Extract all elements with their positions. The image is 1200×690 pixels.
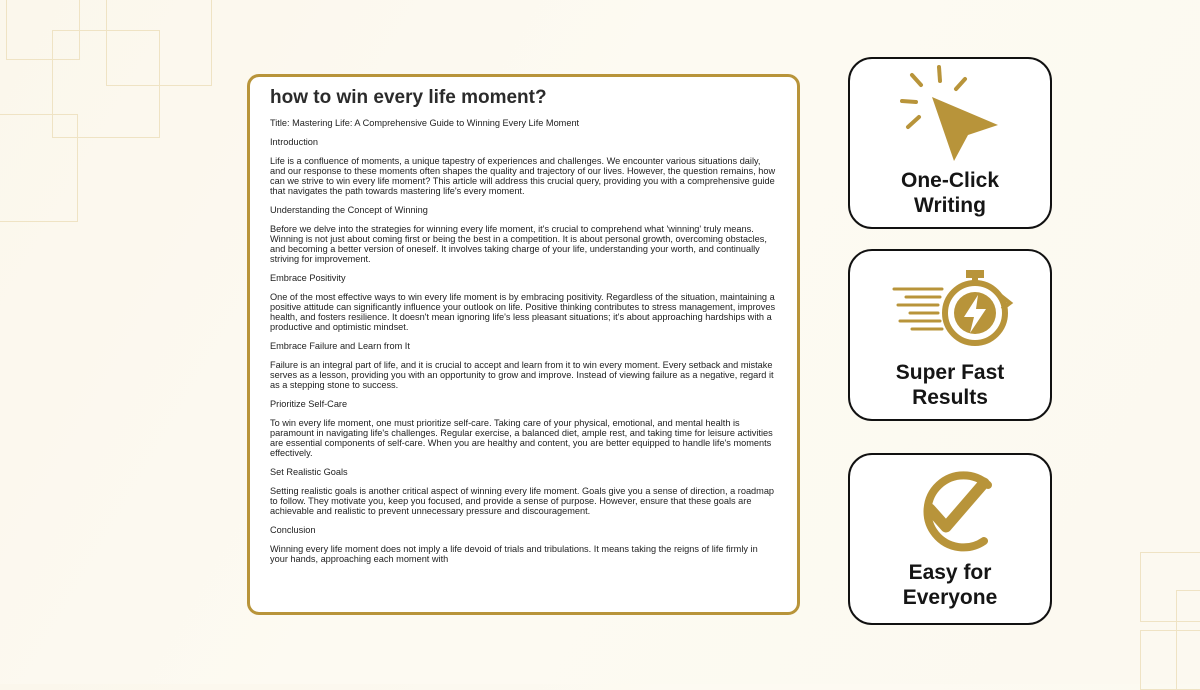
section-heading: Prioritize Self-Care [270, 399, 348, 409]
section-heading: Set Realistic Goals [270, 467, 348, 477]
paragraph: Setting realistic goals is another critical aspect of winning every life moment. Goals give you a sense of direction, a roadmap to follow. They motivate you, keep you focused, and provide a sense of purpose. However, ensure that these goals are achievable and realistic to prevent unnecessary pressure and discouragement. [270, 486, 775, 516]
feature-label: Easy for Everyone [902, 561, 998, 609]
article-body [250, 77, 797, 564]
checkmark-circle-icon [850, 455, 1054, 565]
feature-card-super-fast-results [848, 249, 1052, 421]
cursor-click-icon [850, 59, 1054, 179]
stopwatch-lightning-icon [850, 251, 1054, 361]
section-heading: Introduction [270, 137, 319, 147]
feature-card-easy-for-everyone [848, 453, 1052, 625]
feature-label: Super Fast Results [895, 361, 1005, 409]
article-title-line: Title: Mastering Life: A Comprehensive Guide to Winning Every Life Moment [270, 118, 580, 128]
section-heading: Conclusion [270, 525, 316, 535]
paragraph: One of the most effective ways to win every life moment is by embracing positivity. Regardless of the situation, maintaining a positive attitude can significantly influence your outlook on life. Positive thinking contributes to stress management, improves health, and fosters resilience. It doesn't mean ignoring life's less pleasant situations; it's about approaching hardships with a productive and optimistic mindset. [270, 292, 776, 332]
section-heading: Understanding the Concept of Winning [270, 205, 428, 215]
section-heading: Embrace Positivity [270, 273, 346, 283]
decorative-square [106, 0, 212, 86]
decorative-square [1140, 630, 1200, 690]
paragraph: Before we delve into the strategies for winning every life moment, it's crucial to comprehend what 'winning' truly means. Winning is not just about coming first or being the best in a competition. It is about personal growth, overcoming obstacles, and becoming a better version of oneself. It involves taking charge of your life, understanding your worth, and continually striving for improvement. [270, 224, 767, 264]
paragraph: Life is a confluence of moments, a unique tapestry of experiences and challenges. We encounter various situations daily, and our response to these moments often shapes the quality and trajectory of our lives. However, the question remains, how can we strive to win every life moment? This article will address this crucial query, providing you with a comprehensive guide that navigates the path towards mastering life's every moment. [270, 156, 776, 196]
paragraph: Failure is an integral part of life, and it is crucial to accept and learn from it to win every moment. Every setback and mistake serves as a lesson, providing you with an opportunity to grow and improve. Instead of viewing failure as a negative, regard it as a stepping stone to success. [270, 360, 774, 390]
decorative-square [0, 114, 78, 222]
paragraph: To win every life moment, one must prioritize self-care. Taking care of your physical, emotional, and mental health is paramount in navigating life's challenges. Regular exercise, a balanced diet, ample rest, and taking time for leisure activities are essential components of self-care. When you are healthy and content, you are better equipped to handle life's moments effectively. [270, 418, 773, 458]
section-heading: Embrace Failure and Learn from It [270, 341, 410, 351]
feature-card-one-click-writing [848, 57, 1052, 229]
article-heading: how to win every life moment? [270, 87, 547, 108]
article-card[interactable] [247, 74, 800, 615]
paragraph: Winning every life moment does not imply a life devoid of trials and tribulations. It means taking the reigns of life firmly in your hands, approaching each moment with [270, 544, 758, 564]
feature-label: One-Click Writing [900, 169, 1000, 217]
